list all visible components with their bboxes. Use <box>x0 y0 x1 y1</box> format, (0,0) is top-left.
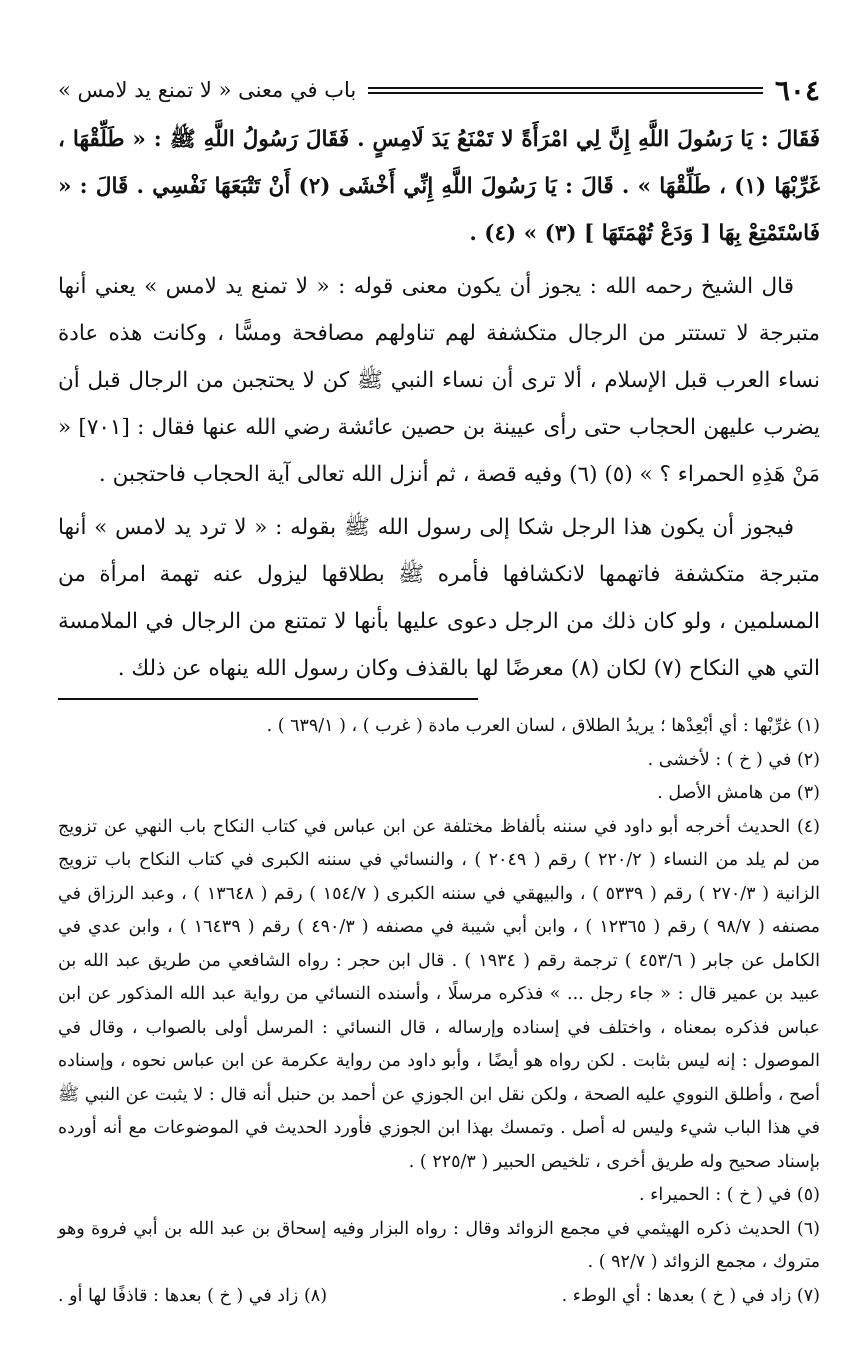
footnote-1: (١) غرِّبْها : أي أبْعِدْها ؛ يريدُ الطلاق ، لسان العرب مادة ( غرب ) ، ( ٦٣٩/١ ) . <box>266 716 820 736</box>
footnote-row <box>58 1280 820 1314</box>
footnote-divider <box>58 698 478 700</box>
footnote-6: (٦) الحديث ذكره الهيثمي في مجمع الزوائد وقال : رواه البزار وفيه إسحاق بن عبد الله بن أبي فروة وهو متروك ، مجمع الزوائد ( ٩٢/٧ ) . <box>58 1218 820 1272</box>
header-rule <box>368 87 763 94</box>
commentary-paragraph-1: قال الشيخ رحمه الله : يجوز أن يكون معنى قوله : « لا تمنع يد لامس » يعني أنها متبرجة لا تستتر من الرجال متكشفة لهم تناولهم مصافحة ومسًّا ، وكانت هذه عادة نساء العرب قبل الإسلام ، ألا ترى أن نساء النبي ﷺ كن لا يحتجبن من الرجال قبل أن يضرب عليهن الحجاب حتى رأى عيينة بن حصين عائشة رضي الله عنها فقال : [٧٠١] « مَنْ هَذِهِ الحمراء ؟ » (٥) (٦) وفيه قصة ، ثم أنزل الله تعالى آية الحجاب فاحتجبن . <box>58 274 820 487</box>
footnote-5: (٥) في ( خ ) : الحميراء . <box>639 1185 820 1205</box>
footnotes <box>58 710 820 1313</box>
commentary-paragraph-2: فيجوز أن يكون هذا الرجل شكا إلى رسول الله ﷺ بقوله : « لا ترد يد لامس » أنها متبرجة متكشفة فاتهمها لانكشافها فأمره ﷺ بطلاقها ليزول عنه تهمة امرأة من المسلمين ، ولو كان ذلك من الرجل دعوى عليها بأنها لا تمتنع من الرجال في الملامسة التي هي النكاح (٧) لكان (٨) معرضًا لها بالقذف وكان رسول الله ينهاه عن ذلك . <box>58 515 820 681</box>
footnote-8: (٨) زاد في ( خ ) بعدها : قاذفًا لها أو . <box>58 1285 328 1306</box>
footnote-7: (٧) زاد في ( خ ) بعدها : أي الوطء . <box>561 1285 820 1306</box>
footnote-4: (٤) الحديث أخرجه أبو داود في سننه بألفاظ مختلفة عن ابن عباس في كتاب النكاح باب النهي عن تزويج من لم يلد من النساء ( ٢٢٠/٢ ) رقم ( ٢٠٤٩ ) ، والنسائي في سننه الكبرى في كتاب النكاح باب تزويج الزانية ( ٢٧٠/٣ ) رقم ( ٥٣٣٩ ) ، والبيهقي في سننه الكبرى ( ١٥٤/٧ ) رقم ( ١٣٦٤٨ ) ، وعبد الرزاق في مصنفه ( ٩٨/٧ ) رقم ( ١٢٣٦٥ ) ، وابن أبي شيبة في مصنفه ( ٤٩٠/٣ ) رقم ( ١٦٤٣٩ ) ، وابن عدي في الكامل عن جابر ( ٤٥٣/٦ ) ترجمة رقم ( ١٩٣٤ ) . قال ابن حجر : رواه الشافعي من طريق عبد الله بن عبيد بن عمير قال : « جاء رجل ... » فذكره مرسلًا ، وأسنده النسائي من رواية عبد الله المذكور عن ابن عباس فذكره بمعناه ، واختلف في إسناده وإرساله ، قال النسائي : المرسل أولى بالصواب ، وقال في الموصول : إنه ليس بثابت . لكن رواه هو أيضًا ، وأبو داود من رواية عكرمة عن ابن عباس نحوه ، وإسناده أصح ، وأطلق النووي عليه الصحة ، ولكن نقل ابن الجوزي عن أحمد بن حنبل أنه قال : لا يثبت عن النبي ﷺ في هذا الباب شيء وليس له أصل . وتمسك بهذا ابن الجوزي فأورد الحديث في الموضوعات مع أنه أورده بإسناد صحيح وله طريق أخرى ، تلخيص الحبير ( ٢٢٥/٣ ) . <box>58 816 820 1172</box>
footnote-2: (٢) في ( خ ) : لأخشى . <box>647 749 820 770</box>
footnote-3: (٣) من هامش الأصل . <box>657 783 820 803</box>
chapter-title: باب في معنى « لا تمنع يد لامس » <box>58 78 357 102</box>
page-number: ٦٠٤ <box>774 73 820 107</box>
hadith-text: فَقَالَ : يَا رَسُولَ اللَّهِ إِنَّ لِي امْرَأَةً لا تَمْنَعُ يَدَ لَامِسٍ . فَقَالَ رَسُولُ اللَّهِ ﷺ : « طَلِّقْهَا ، غَرِّبْهَا (١) ، طَلِّقْهَا » . قَالَ : يَا رَسُولَ اللَّهِ إِنِّي أَخْشَى (٢) أَنْ تَتْبَعَهَا نَفْسِي . قَالَ : « فَاسْتَمْتِعْ بِهَا [ وَدَعْ تُهْمَتَهَا ] (٣) » (٤) . <box>58 127 820 246</box>
page-header <box>58 70 820 110</box>
main-text <box>58 116 820 692</box>
